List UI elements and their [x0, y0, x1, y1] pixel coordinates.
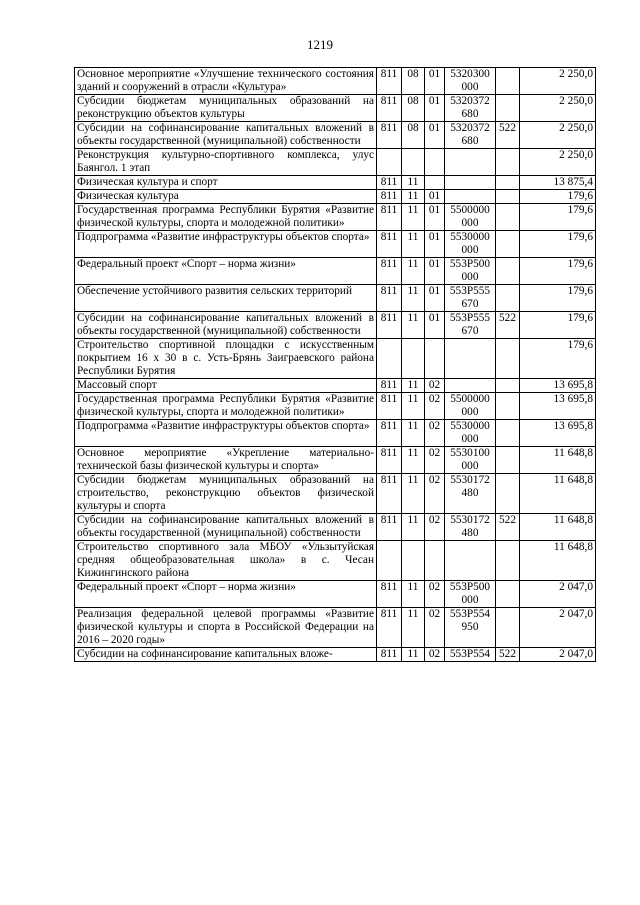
row-name: Субсидии на софинансирование капитальных вложений в объекты государственной (муниципальной) собственности — [75, 122, 377, 149]
grbs-code: 811 — [377, 190, 402, 204]
table-row — [75, 231, 596, 258]
section-code: 11 — [402, 447, 425, 474]
section-code: 11 — [402, 285, 425, 312]
amount: 179,6 — [520, 312, 596, 339]
grbs-code: 811 — [377, 95, 402, 122]
table-row — [75, 204, 596, 231]
amount: 2 047,0 — [520, 581, 596, 608]
grbs-code: 811 — [377, 231, 402, 258]
expense-type-code — [496, 393, 520, 420]
expense-type-code — [496, 231, 520, 258]
target-article-code: 553P554 — [445, 648, 496, 662]
table-row — [75, 312, 596, 339]
amount: 179,6 — [520, 190, 596, 204]
target-article-code — [445, 149, 496, 176]
expense-type-code: 522 — [496, 514, 520, 541]
subsection-code — [425, 339, 445, 379]
section-code: 11 — [402, 204, 425, 231]
grbs-code: 811 — [377, 474, 402, 514]
amount: 13 695,8 — [520, 393, 596, 420]
grbs-code: 811 — [377, 379, 402, 393]
grbs-code — [377, 339, 402, 379]
section-code: 11 — [402, 231, 425, 258]
table-row — [75, 339, 596, 379]
amount: 179,6 — [520, 231, 596, 258]
target-article-code: 553P500 000 — [445, 581, 496, 608]
table-row — [75, 379, 596, 393]
target-article-code — [445, 176, 496, 190]
subsection-code: 02 — [425, 581, 445, 608]
subsection-code: 02 — [425, 379, 445, 393]
expense-type-code — [496, 447, 520, 474]
row-name: Государственная программа Республики Бурятия «Развитие физической культуры, спорта и молодежной политики» — [75, 204, 377, 231]
grbs-code: 811 — [377, 514, 402, 541]
target-article-code — [445, 190, 496, 204]
amount: 2 047,0 — [520, 608, 596, 648]
subsection-code: 02 — [425, 393, 445, 420]
amount: 11 648,8 — [520, 447, 596, 474]
expense-type-code — [496, 541, 520, 581]
subsection-code: 01 — [425, 95, 445, 122]
grbs-code: 811 — [377, 122, 402, 149]
target-article-code: 5530000 000 — [445, 420, 496, 447]
section-code: 11 — [402, 514, 425, 541]
target-article-code: 553P500 000 — [445, 258, 496, 285]
subsection-code: 01 — [425, 68, 445, 95]
row-name: Подпрограмма «Развитие инфраструктуры объектов спорта» — [75, 231, 377, 258]
grbs-code: 811 — [377, 420, 402, 447]
expense-type-code — [496, 474, 520, 514]
amount: 179,6 — [520, 339, 596, 379]
section-code: 08 — [402, 122, 425, 149]
table-row — [75, 648, 596, 662]
target-article-code: 5320372 680 — [445, 95, 496, 122]
grbs-code: 811 — [377, 204, 402, 231]
amount: 179,6 — [520, 204, 596, 231]
target-article-code: 5500000 000 — [445, 393, 496, 420]
table-row — [75, 68, 596, 95]
table-row — [75, 581, 596, 608]
amount: 13 695,8 — [520, 379, 596, 393]
target-article-code: 553P555 670 — [445, 285, 496, 312]
subsection-code: 01 — [425, 285, 445, 312]
subsection-code: 01 — [425, 258, 445, 285]
row-name: Строительство спортивного зала МБОУ «Ульзытуйская средняя общеобразовательная школа» в с. Чесан Кижингинского района — [75, 541, 377, 581]
expense-type-code — [496, 95, 520, 122]
expense-type-code — [496, 581, 520, 608]
grbs-code: 811 — [377, 285, 402, 312]
row-name: Государственная программа Республики Бурятия «Развитие физической культуры, спорта и молодежной политики» — [75, 393, 377, 420]
section-code — [402, 339, 425, 379]
target-article-code: 5530000 000 — [445, 231, 496, 258]
subsection-code — [425, 176, 445, 190]
target-article-code: 5320372 680 — [445, 122, 496, 149]
section-code: 11 — [402, 581, 425, 608]
table-row — [75, 393, 596, 420]
row-name: Федеральный проект «Спорт – норма жизни» — [75, 581, 377, 608]
expense-type-code — [496, 190, 520, 204]
amount: 11 648,8 — [520, 514, 596, 541]
expense-type-code — [496, 68, 520, 95]
grbs-code: 811 — [377, 68, 402, 95]
table-row — [75, 474, 596, 514]
section-code — [402, 541, 425, 581]
amount: 179,6 — [520, 285, 596, 312]
expense-type-code — [496, 176, 520, 190]
amount: 11 648,8 — [520, 541, 596, 581]
target-article-code — [445, 541, 496, 581]
target-article-code: 5530172 480 — [445, 514, 496, 541]
subsection-code: 02 — [425, 514, 445, 541]
row-name: Субсидии на софинансирование капитальных вложе- — [75, 648, 377, 662]
section-code: 11 — [402, 608, 425, 648]
row-name: Реконструкция культурно-спортивного комплекса, улус Баянгол. 1 этап — [75, 149, 377, 176]
subsection-code: 02 — [425, 474, 445, 514]
row-name: Реализация федеральной целевой программы «Развитие физической культуры и спорта в Российской Федерации на 2016 – 2020 годы» — [75, 608, 377, 648]
expense-type-code — [496, 285, 520, 312]
section-code: 11 — [402, 474, 425, 514]
budget-table — [74, 67, 596, 662]
row-name: Субсидии на софинансирование капитальных вложений в объекты государственной (муниципальной) собственности — [75, 514, 377, 541]
subsection-code: 02 — [425, 608, 445, 648]
target-article-code: 5530100 000 — [445, 447, 496, 474]
amount: 13 695,8 — [520, 420, 596, 447]
row-name: Основное мероприятие «Укрепление материально-технической базы физической культуры и спорта» — [75, 447, 377, 474]
expense-type-code — [496, 608, 520, 648]
expense-type-code: 522 — [496, 648, 520, 662]
target-article-code: 553P554 950 — [445, 608, 496, 648]
table-row — [75, 447, 596, 474]
page-number: 1219 — [307, 37, 333, 52]
expense-type-code — [496, 204, 520, 231]
row-name: Физическая культура и спорт — [75, 176, 377, 190]
amount: 13 875,4 — [520, 176, 596, 190]
expense-type-code — [496, 149, 520, 176]
subsection-code — [425, 541, 445, 581]
subsection-code: 01 — [425, 231, 445, 258]
row-name: Федеральный проект «Спорт – норма жизни» — [75, 258, 377, 285]
subsection-code: 02 — [425, 447, 445, 474]
table-row — [75, 420, 596, 447]
target-article-code: 553P555 670 — [445, 312, 496, 339]
expense-type-code — [496, 339, 520, 379]
row-name: Обеспечение устойчивого развития сельских территорий — [75, 285, 377, 312]
expense-type-code — [496, 379, 520, 393]
row-name: Физическая культура — [75, 190, 377, 204]
section-code: 11 — [402, 379, 425, 393]
table-row — [75, 190, 596, 204]
target-article-code: 5500000 000 — [445, 204, 496, 231]
row-name: Подпрограмма «Развитие инфраструктуры объектов спорта» — [75, 420, 377, 447]
expense-type-code — [496, 420, 520, 447]
grbs-code: 811 — [377, 176, 402, 190]
amount: 2 250,0 — [520, 68, 596, 95]
section-code: 11 — [402, 176, 425, 190]
amount: 2 047,0 — [520, 648, 596, 662]
amount: 11 648,8 — [520, 474, 596, 514]
amount: 2 250,0 — [520, 95, 596, 122]
expense-type-code: 522 — [496, 122, 520, 149]
grbs-code: 811 — [377, 648, 402, 662]
target-article-code: 5530172 480 — [445, 474, 496, 514]
section-code: 08 — [402, 95, 425, 122]
grbs-code: 811 — [377, 581, 402, 608]
table-row — [75, 122, 596, 149]
section-code: 11 — [402, 258, 425, 285]
table-row — [75, 608, 596, 648]
amount: 2 250,0 — [520, 122, 596, 149]
subsection-code: 01 — [425, 204, 445, 231]
section-code: 11 — [402, 420, 425, 447]
subsection-code: 02 — [425, 420, 445, 447]
grbs-code: 811 — [377, 258, 402, 285]
section-code: 08 — [402, 68, 425, 95]
subsection-code — [425, 149, 445, 176]
section-code — [402, 149, 425, 176]
grbs-code: 811 — [377, 312, 402, 339]
subsection-code: 01 — [425, 312, 445, 339]
grbs-code — [377, 149, 402, 176]
row-name: Субсидии бюджетам муниципальных образований на реконструкцию объектов культуры — [75, 95, 377, 122]
grbs-code: 811 — [377, 447, 402, 474]
target-article-code — [445, 339, 496, 379]
subsection-code: 01 — [425, 122, 445, 149]
section-code: 11 — [402, 312, 425, 339]
table-row — [75, 149, 596, 176]
row-name: Массовый спорт — [75, 379, 377, 393]
subsection-code: 01 — [425, 190, 445, 204]
grbs-code: 811 — [377, 393, 402, 420]
subsection-code: 02 — [425, 648, 445, 662]
table-row — [75, 514, 596, 541]
table-row — [75, 258, 596, 285]
table-row — [75, 541, 596, 581]
row-name: Субсидии на софинансирование капитальных вложений в объекты государственной (муниципальной) собственности — [75, 312, 377, 339]
section-code: 11 — [402, 393, 425, 420]
target-article-code — [445, 379, 496, 393]
row-name: Строительство спортивной площадки с искусственным покрытием 16 х 30 в с. Усть-Брянь Заиграевского района Республики Бурятия — [75, 339, 377, 379]
grbs-code: 811 — [377, 608, 402, 648]
expense-type-code: 522 — [496, 312, 520, 339]
amount: 2 250,0 — [520, 149, 596, 176]
target-article-code: 5320300 000 — [445, 68, 496, 95]
table-row — [75, 285, 596, 312]
section-code: 11 — [402, 648, 425, 662]
expense-type-code — [496, 258, 520, 285]
table-row — [75, 95, 596, 122]
section-code: 11 — [402, 190, 425, 204]
grbs-code — [377, 541, 402, 581]
amount: 179,6 — [520, 258, 596, 285]
row-name: Субсидии бюджетам муниципальных образований на строительство, реконструкцию объектов физической культуры и спорта — [75, 474, 377, 514]
table-row — [75, 176, 596, 190]
row-name: Основное мероприятие «Улучшение технического состояния зданий и сооружений в отрасли «Культура» — [75, 68, 377, 95]
